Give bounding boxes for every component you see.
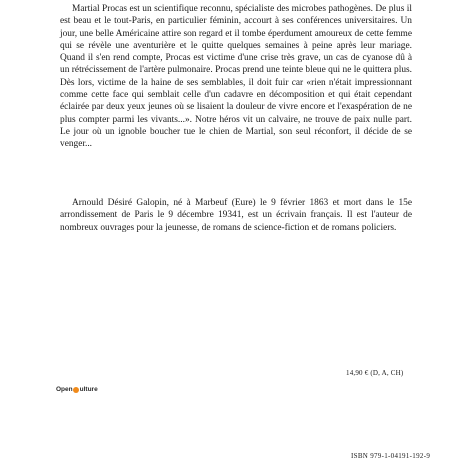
publisher-logo (56, 386, 98, 393)
author-bio-paragraph (60, 197, 412, 234)
publisher-logo-text-right: ulture (79, 386, 98, 393)
synopsis-paragraph (60, 3, 412, 151)
publisher-logo-text-left: Open (56, 386, 73, 393)
isbn-label: ISBN 979-1-04191-192-9 (351, 452, 431, 460)
publisher-logo-circle-icon (73, 387, 79, 393)
synopsis-text: Martial Procas est un scientifique reconnu, spécialiste des microbes pathogènes. De plus il est beau et le tout-Paris, en particulier féminin, accourt à ses conférences universitaires. Un jour, une belle Américaine attire son regard et il tombe éperdument amoureux de cette femme qui se révèle une aventurière et le quitte quelques semaines à peine après leur mariage. Quand il s'en rend compte, Procas est victime d'une crise très grave, un cas de cyanose dû à un rétrécissement de l'artère pulmonaire. Procas prend une teinte bleue qui ne le quittera plus. Dès lors, victime de la haine de ses semblables, il doit fuir car «rien n'était impressionnant comme cette face qui semblait celle d'un cadavre en décomposition et qui était cependant éclairée par deux yeux jeunes où se lisaient la douleur de vivre encore et l'exaspération de ne plus compter parmi les vivants...». Notre héros vit un calvaire, ne trouve de paix nulle part. Le jour où un ignoble boucher tue le chien de Martial, son seul réconfort, il décide de se venger... (60, 4, 412, 150)
barcode-area (339, 382, 421, 448)
price-label: 14,90 € (D, A, CH) (346, 369, 404, 377)
author-bio-text: Arnould Désiré Galopin, né à Marbeuf (Eure) le 9 février 1863 et mort dans le 15e arrondissement de Paris le 9 décembre 19341, est un écrivain français. Il est l'auteur de nombreux ouvrages pour la jeunesse, de romans de science-fiction et de romans policiers. (60, 198, 412, 233)
